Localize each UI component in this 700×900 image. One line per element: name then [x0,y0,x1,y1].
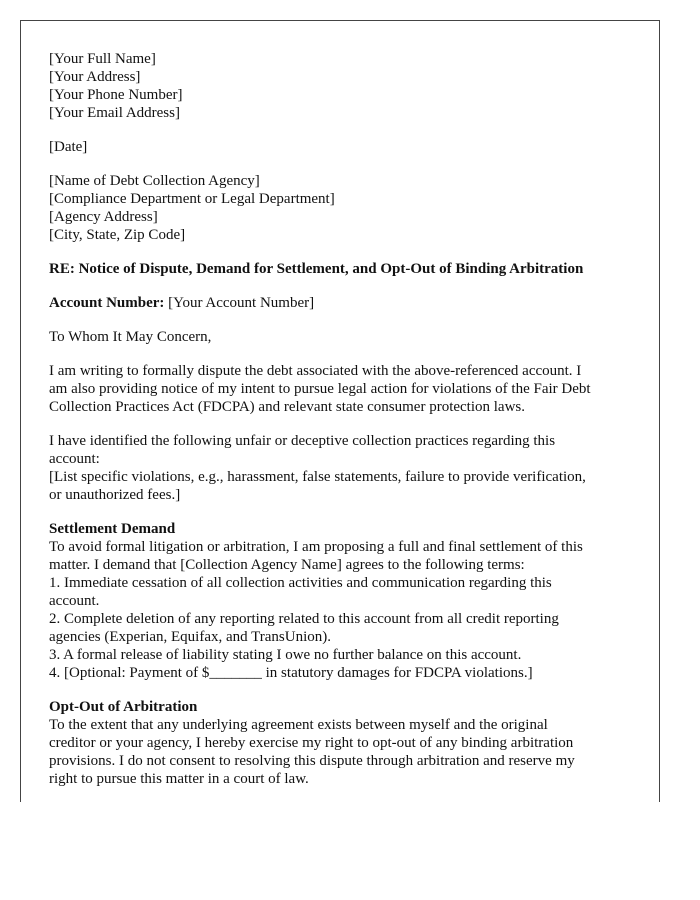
arbitration-line: To the extent that any underlying agreement exists between myself and the original [49,717,548,733]
account-block [49,294,631,312]
violations-line: I have identified the following unfair or deceptive collection practices regarding this [49,433,556,449]
settlement-heading: Settlement Demand [49,521,176,537]
letter-date: [Date] [49,139,88,155]
sender-address: [Your Address] [49,69,141,85]
intro-line: Collection Practices Act (FDCPA) and relevant state consumer protection laws. [49,399,526,415]
violations-line: or unauthorized fees.] [49,487,181,503]
recipient-address: [Agency Address] [49,209,158,225]
settlement-line: To avoid formal litigation or arbitration, I am proposing a full and final settlement of this [49,539,583,555]
recipient-block [49,172,631,244]
salutation: To Whom It May Concern, [49,329,212,345]
subject-block [49,260,631,278]
settlement-line: 3. A formal release of liability stating I owe no further balance on this account. [49,647,522,663]
arbitration-line: provisions. I do not consent to resolving this dispute through arbitration and reserve my [49,753,575,769]
date-block [49,138,631,156]
sender-name: [Your Full Name] [49,51,156,67]
letter-page [20,20,660,802]
subject-line: RE: Notice of Dispute, Demand for Settlement, and Opt-Out of Binding Arbitration [49,261,584,277]
arbitration-section [49,698,631,788]
settlement-line: account. [49,593,100,609]
settlement-line: 2. Complete deletion of any reporting related to this account from all credit reporting [49,611,559,627]
settlement-line: matter. I demand that [Collection Agency Name] agrees to the following terms: [49,557,525,573]
arbitration-line: right to pursue this matter in a court of law. [49,771,309,787]
arbitration-line: creditor or your agency, I hereby exercise my right to opt-out of any binding arbitration [49,735,574,751]
settlement-line: 1. Immediate cessation of all collection activities and communication regarding this [49,575,552,591]
settlement-section [49,520,631,682]
intro-line: I am writing to formally dispute the debt associated with the above-referenced account. I [49,363,582,379]
intro-paragraph [49,362,631,416]
arbitration-heading: Opt-Out of Arbitration [49,699,198,715]
intro-line: am also providing notice of my intent to pursue legal action for violations of the Fair Debt [49,381,591,397]
sender-email: [Your Email Address] [49,105,180,121]
recipient-city-state-zip: [City, State, Zip Code] [49,227,186,243]
settlement-line: 4. [Optional: Payment of $_______ in statutory damages for FDCPA violations.] [49,665,533,681]
recipient-department: [Compliance Department or Legal Department] [49,191,335,207]
violations-line: account: [49,451,100,467]
account-value: [Your Account Number] [164,295,315,311]
violations-line: [List specific violations, e.g., harassment, false statements, failure to provide verification, [49,469,586,485]
salutation-block [49,328,631,346]
account-label: Account Number: [49,295,165,311]
letter-content [49,50,631,802]
sender-phone: [Your Phone Number] [49,87,183,103]
recipient-agency: [Name of Debt Collection Agency] [49,173,260,189]
violations-paragraph [49,432,631,504]
sender-block [49,50,631,122]
settlement-line: agencies (Experian, Equifax, and TransUnion). [49,629,332,645]
